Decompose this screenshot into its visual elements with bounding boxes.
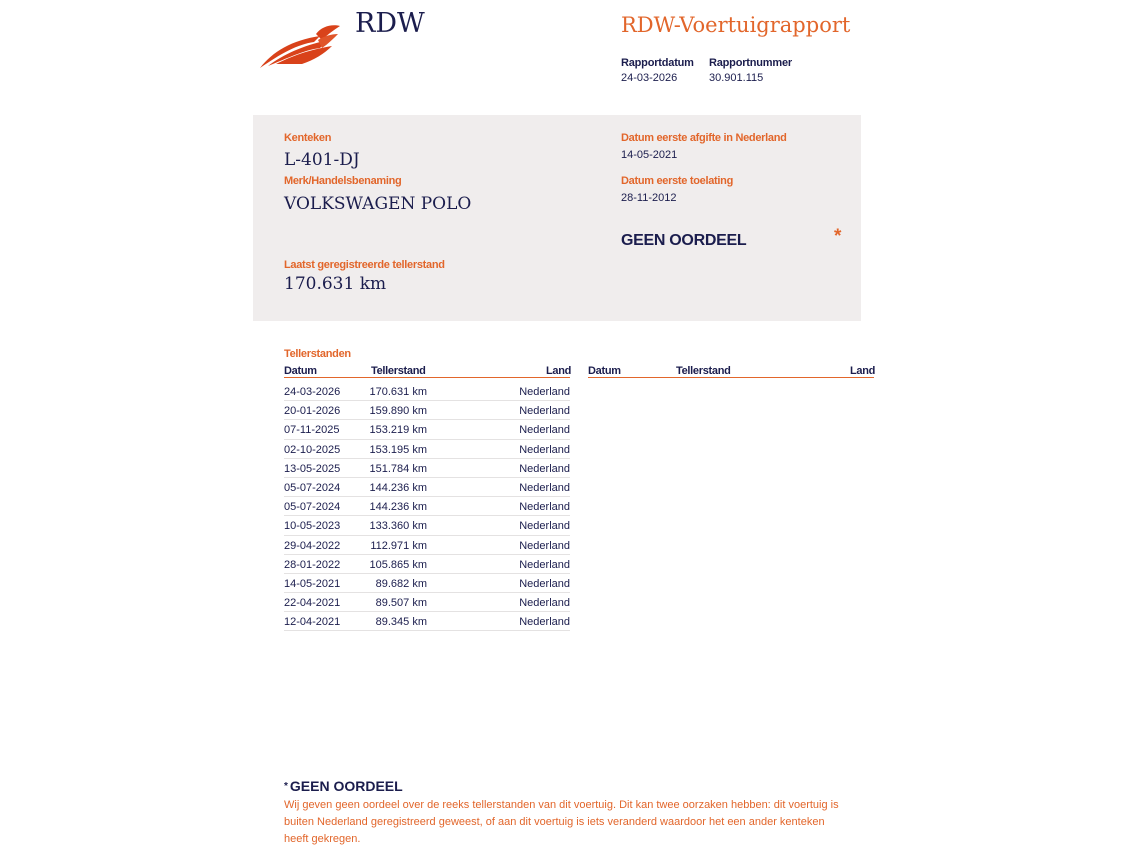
- first-admission-value: 28-11-2012: [621, 192, 677, 204]
- cell-date: 05-07-2024: [284, 501, 341, 514]
- cell-country: Nederland: [519, 558, 570, 571]
- cell-date: 20-01-2026: [284, 405, 341, 418]
- readings-title: Tellerstanden: [284, 348, 351, 360]
- brand-value: VOLKSWAGEN POLO: [284, 194, 472, 214]
- cell-country: Nederland: [519, 386, 570, 398]
- report-number-value: 30.901.115: [709, 72, 764, 84]
- col-header-country-2: Land: [850, 365, 876, 377]
- cell-reading: 144.236 km: [369, 481, 427, 494]
- cell-reading: 133.360 km: [369, 520, 427, 533]
- cell-reading: 153.195 km: [369, 443, 427, 456]
- col-header-date: Datum: [284, 365, 317, 377]
- col-header-reading: Tellerstand: [371, 365, 426, 377]
- cell-country: Nederland: [519, 597, 570, 610]
- footnote-text: Wij geven geen oordeel over de reeks tellerstanden van dit voertuig. Dit kan twee oorzaken hebben: dit voertuig is buiten Nederland geregistreerd geweest, of aan dit voertuig is iets veranderd waardoor het een ander kenteken heeft gekregen.: [284, 799, 839, 845]
- cell-country: Nederland: [519, 520, 570, 533]
- table-row: [284, 555, 570, 574]
- cell-country: Nederland: [519, 501, 570, 514]
- table-row: [284, 536, 570, 555]
- cell-country: Nederland: [519, 481, 570, 494]
- cell-country: Nederland: [519, 424, 570, 437]
- cell-date: 29-04-2022: [284, 539, 341, 552]
- table-row: [284, 382, 570, 401]
- cell-date: 14-05-2021: [284, 577, 341, 590]
- col-header-country: Land: [546, 365, 572, 377]
- plate-label: Kenteken: [284, 132, 332, 144]
- table-row: [284, 420, 570, 439]
- cell-reading: 170.631 km: [369, 386, 427, 398]
- cell-country: Nederland: [519, 577, 570, 590]
- cell-reading: 151.784 km: [369, 462, 427, 475]
- table-row: [284, 574, 570, 593]
- report-date-value: 24-03-2026: [621, 72, 678, 84]
- table-row: [284, 440, 570, 459]
- header-rule-2: [588, 377, 874, 378]
- cell-date: 28-01-2022: [284, 558, 341, 571]
- cell-country: Nederland: [519, 462, 570, 475]
- readings-table: [284, 382, 570, 631]
- table-row: [284, 401, 570, 420]
- cell-reading: 159.890 km: [369, 405, 427, 418]
- first-registration-nl-value: 14-05-2021: [621, 149, 678, 161]
- table-row: [284, 516, 570, 535]
- cell-country: Nederland: [519, 539, 570, 552]
- footnote-heading: GEEN OORDEEL: [289, 778, 403, 794]
- odometer-value: 170.631 km: [284, 274, 387, 294]
- cell-reading: 153.219 km: [369, 424, 427, 437]
- verdict-text: GEEN OORDEEL: [621, 232, 747, 249]
- cell-date: 13-05-2025: [284, 462, 341, 475]
- header-rule: [284, 377, 570, 378]
- verdict-marker: *: [834, 226, 842, 247]
- table-row: [284, 497, 570, 516]
- cell-date: 12-04-2021: [284, 616, 341, 629]
- brand-label: Merk/Handelsbenaming: [284, 175, 402, 187]
- cell-country: Nederland: [519, 616, 570, 629]
- cell-date: 05-07-2024: [284, 481, 341, 494]
- cell-reading: 89.507 km: [375, 597, 427, 610]
- col-header-date-2: Datum: [588, 365, 621, 377]
- col-header-reading-2: Tellerstand: [676, 365, 731, 377]
- cell-date: 07-11-2025: [284, 424, 340, 437]
- cell-date: 22-04-2021: [284, 597, 341, 610]
- logo-text: RDW: [355, 8, 425, 39]
- table-row: [284, 612, 570, 631]
- table-row: [284, 459, 570, 478]
- footnote-title: [284, 778, 403, 794]
- table-row: [284, 478, 570, 497]
- cell-reading: 89.345 km: [375, 616, 427, 629]
- cell-reading: 144.236 km: [369, 501, 427, 514]
- plate-value: L-401-DJ: [284, 150, 360, 170]
- cell-date: 10-05-2023: [284, 520, 341, 533]
- cell-reading: 89.682 km: [375, 577, 427, 590]
- cell-date: 02-10-2025: [284, 443, 341, 456]
- cell-country: Nederland: [519, 405, 570, 418]
- first-registration-nl-label: Datum eerste afgifte in Nederland: [621, 132, 787, 144]
- panel-notch: [253, 306, 308, 321]
- table-row: [284, 593, 570, 612]
- odometer-label: Laatst geregistreerde tellerstand: [284, 259, 445, 271]
- first-admission-label: Datum eerste toelating: [621, 175, 733, 187]
- report-date-label: Rapportdatum: [621, 57, 694, 69]
- footnote-marker: *: [284, 781, 288, 792]
- rdw-wing-icon: [258, 22, 342, 70]
- report-title: RDW-Voertuigrapport: [621, 13, 851, 37]
- cell-country: Nederland: [519, 443, 570, 456]
- report-number-label: Rapportnummer: [709, 57, 792, 69]
- cell-date: 24-03-2026: [284, 386, 341, 398]
- cell-reading: 112.971 km: [370, 539, 427, 552]
- cell-reading: 105.865 km: [369, 558, 427, 571]
